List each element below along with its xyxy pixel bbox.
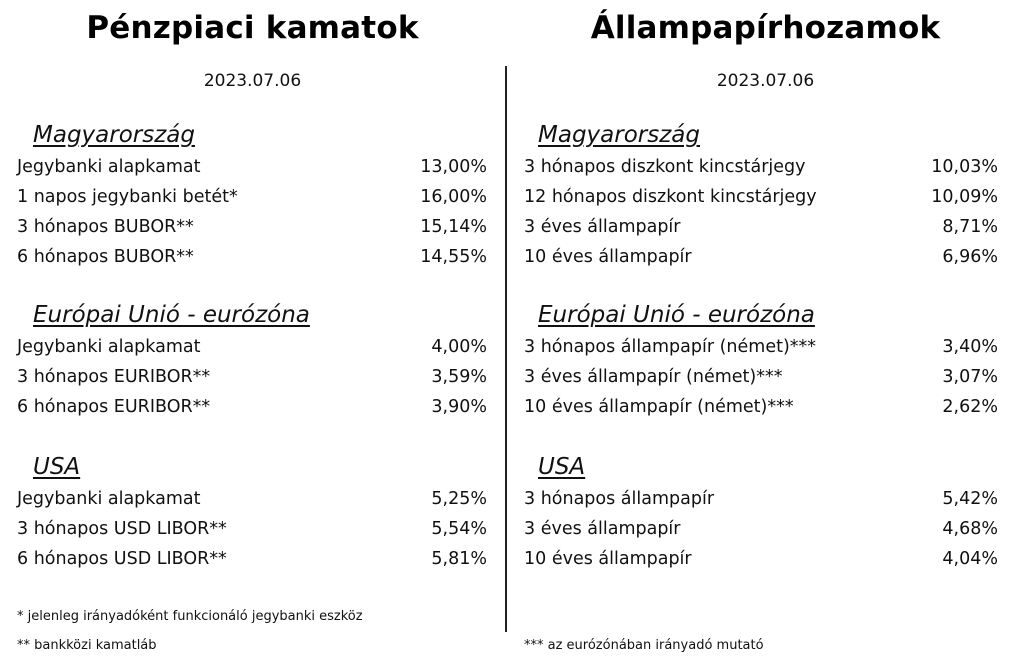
row-value: 15,14% — [420, 217, 487, 237]
panel-title: Pénzpiaci kamatok — [86, 10, 419, 46]
row-label: 12 hónapos diszkont kincstárjegy — [524, 187, 817, 207]
row-label: 3 hónapos diszkont kincstárjegy — [524, 157, 806, 177]
section-heading: Magyarország — [538, 122, 700, 148]
row-value: 5,54% — [431, 519, 487, 539]
row-label: 10 éves állampapír — [524, 549, 692, 569]
row-label: 3 éves állampapír (német)*** — [524, 367, 783, 387]
row-value: 4,68% — [942, 519, 998, 539]
section-hungary — [0, 118, 505, 272]
row-value: 14,55% — [420, 247, 487, 267]
row-label: 6 hónapos USD LIBOR** — [17, 549, 227, 569]
panel-date: 2023.07.06 — [203, 71, 302, 91]
row-value: 3,90% — [431, 397, 487, 417]
panel-title: Állampapírhozamok — [590, 10, 941, 46]
row-label: 6 hónapos BUBOR** — [17, 247, 194, 267]
table-row — [0, 484, 505, 514]
section-usa — [507, 450, 1024, 574]
table-row — [507, 332, 1024, 362]
money-market-rates-panel — [0, 0, 505, 662]
row-value: 13,00% — [420, 157, 487, 177]
row-label: 6 hónapos EURIBOR** — [17, 397, 211, 417]
footnote: *** az eurózónában irányadó mutató — [524, 638, 764, 653]
row-value: 5,42% — [942, 489, 998, 509]
row-label: 3 hónapos EURIBOR** — [17, 367, 211, 387]
table-row — [507, 182, 1024, 212]
table-row — [0, 514, 505, 544]
section-heading: USA — [33, 454, 81, 480]
table-row — [0, 242, 505, 272]
row-label: 3 hónapos állampapír — [524, 489, 715, 509]
table-row — [507, 362, 1024, 392]
row-value: 10,09% — [931, 187, 998, 207]
table-row — [0, 332, 505, 362]
row-label: 3 hónapos USD LIBOR** — [17, 519, 227, 539]
row-label: Jegybanki alapkamat — [17, 489, 201, 509]
row-value: 4,04% — [942, 549, 998, 569]
section-heading: Európai Unió - eurózóna — [33, 302, 310, 328]
table-row — [507, 242, 1024, 272]
row-value: 10,03% — [931, 157, 998, 177]
footnote: ** bankközi kamatláb — [17, 638, 157, 653]
table-row — [507, 152, 1024, 182]
section-usa — [0, 450, 505, 574]
row-label: 3 hónapos állampapír (német)*** — [524, 337, 817, 357]
section-heading: USA — [538, 454, 586, 480]
table-row — [0, 544, 505, 574]
row-value: 2,62% — [942, 397, 998, 417]
table-row — [0, 212, 505, 242]
government-bond-yields-panel — [507, 0, 1024, 662]
section-heading: Európai Unió - eurózóna — [538, 302, 815, 328]
table-row — [0, 152, 505, 182]
table-row — [507, 392, 1024, 422]
table-row — [507, 484, 1024, 514]
row-value: 3,07% — [942, 367, 998, 387]
table-row — [0, 362, 505, 392]
row-value: 5,25% — [431, 489, 487, 509]
section-heading: Magyarország — [33, 122, 195, 148]
section-hungary — [507, 118, 1024, 272]
section-eurozone — [507, 298, 1024, 422]
row-label: Jegybanki alapkamat — [17, 157, 201, 177]
table-row — [507, 544, 1024, 574]
row-label: 3 hónapos BUBOR** — [17, 217, 194, 237]
row-value: 8,71% — [942, 217, 998, 237]
table-row — [507, 212, 1024, 242]
row-value: 4,00% — [431, 337, 487, 357]
footnote: * jelenleg irányadóként funkcionáló jegybanki eszköz — [17, 609, 363, 624]
row-value: 5,81% — [431, 549, 487, 569]
row-label: 10 éves állampapír (német)*** — [524, 397, 794, 417]
row-label: Jegybanki alapkamat — [17, 337, 201, 357]
table-row — [0, 182, 505, 212]
row-value: 6,96% — [942, 247, 998, 267]
table-row — [0, 392, 505, 422]
panel-date: 2023.07.06 — [716, 71, 815, 91]
section-eurozone — [0, 298, 505, 422]
row-label: 3 éves állampapír — [524, 519, 681, 539]
row-value: 3,59% — [431, 367, 487, 387]
row-label: 3 éves állampapír — [524, 217, 681, 237]
table-row — [507, 514, 1024, 544]
row-label: 10 éves állampapír — [524, 247, 692, 267]
row-label: 1 napos jegybanki betét* — [17, 187, 238, 207]
row-value: 3,40% — [942, 337, 998, 357]
row-value: 16,00% — [420, 187, 487, 207]
